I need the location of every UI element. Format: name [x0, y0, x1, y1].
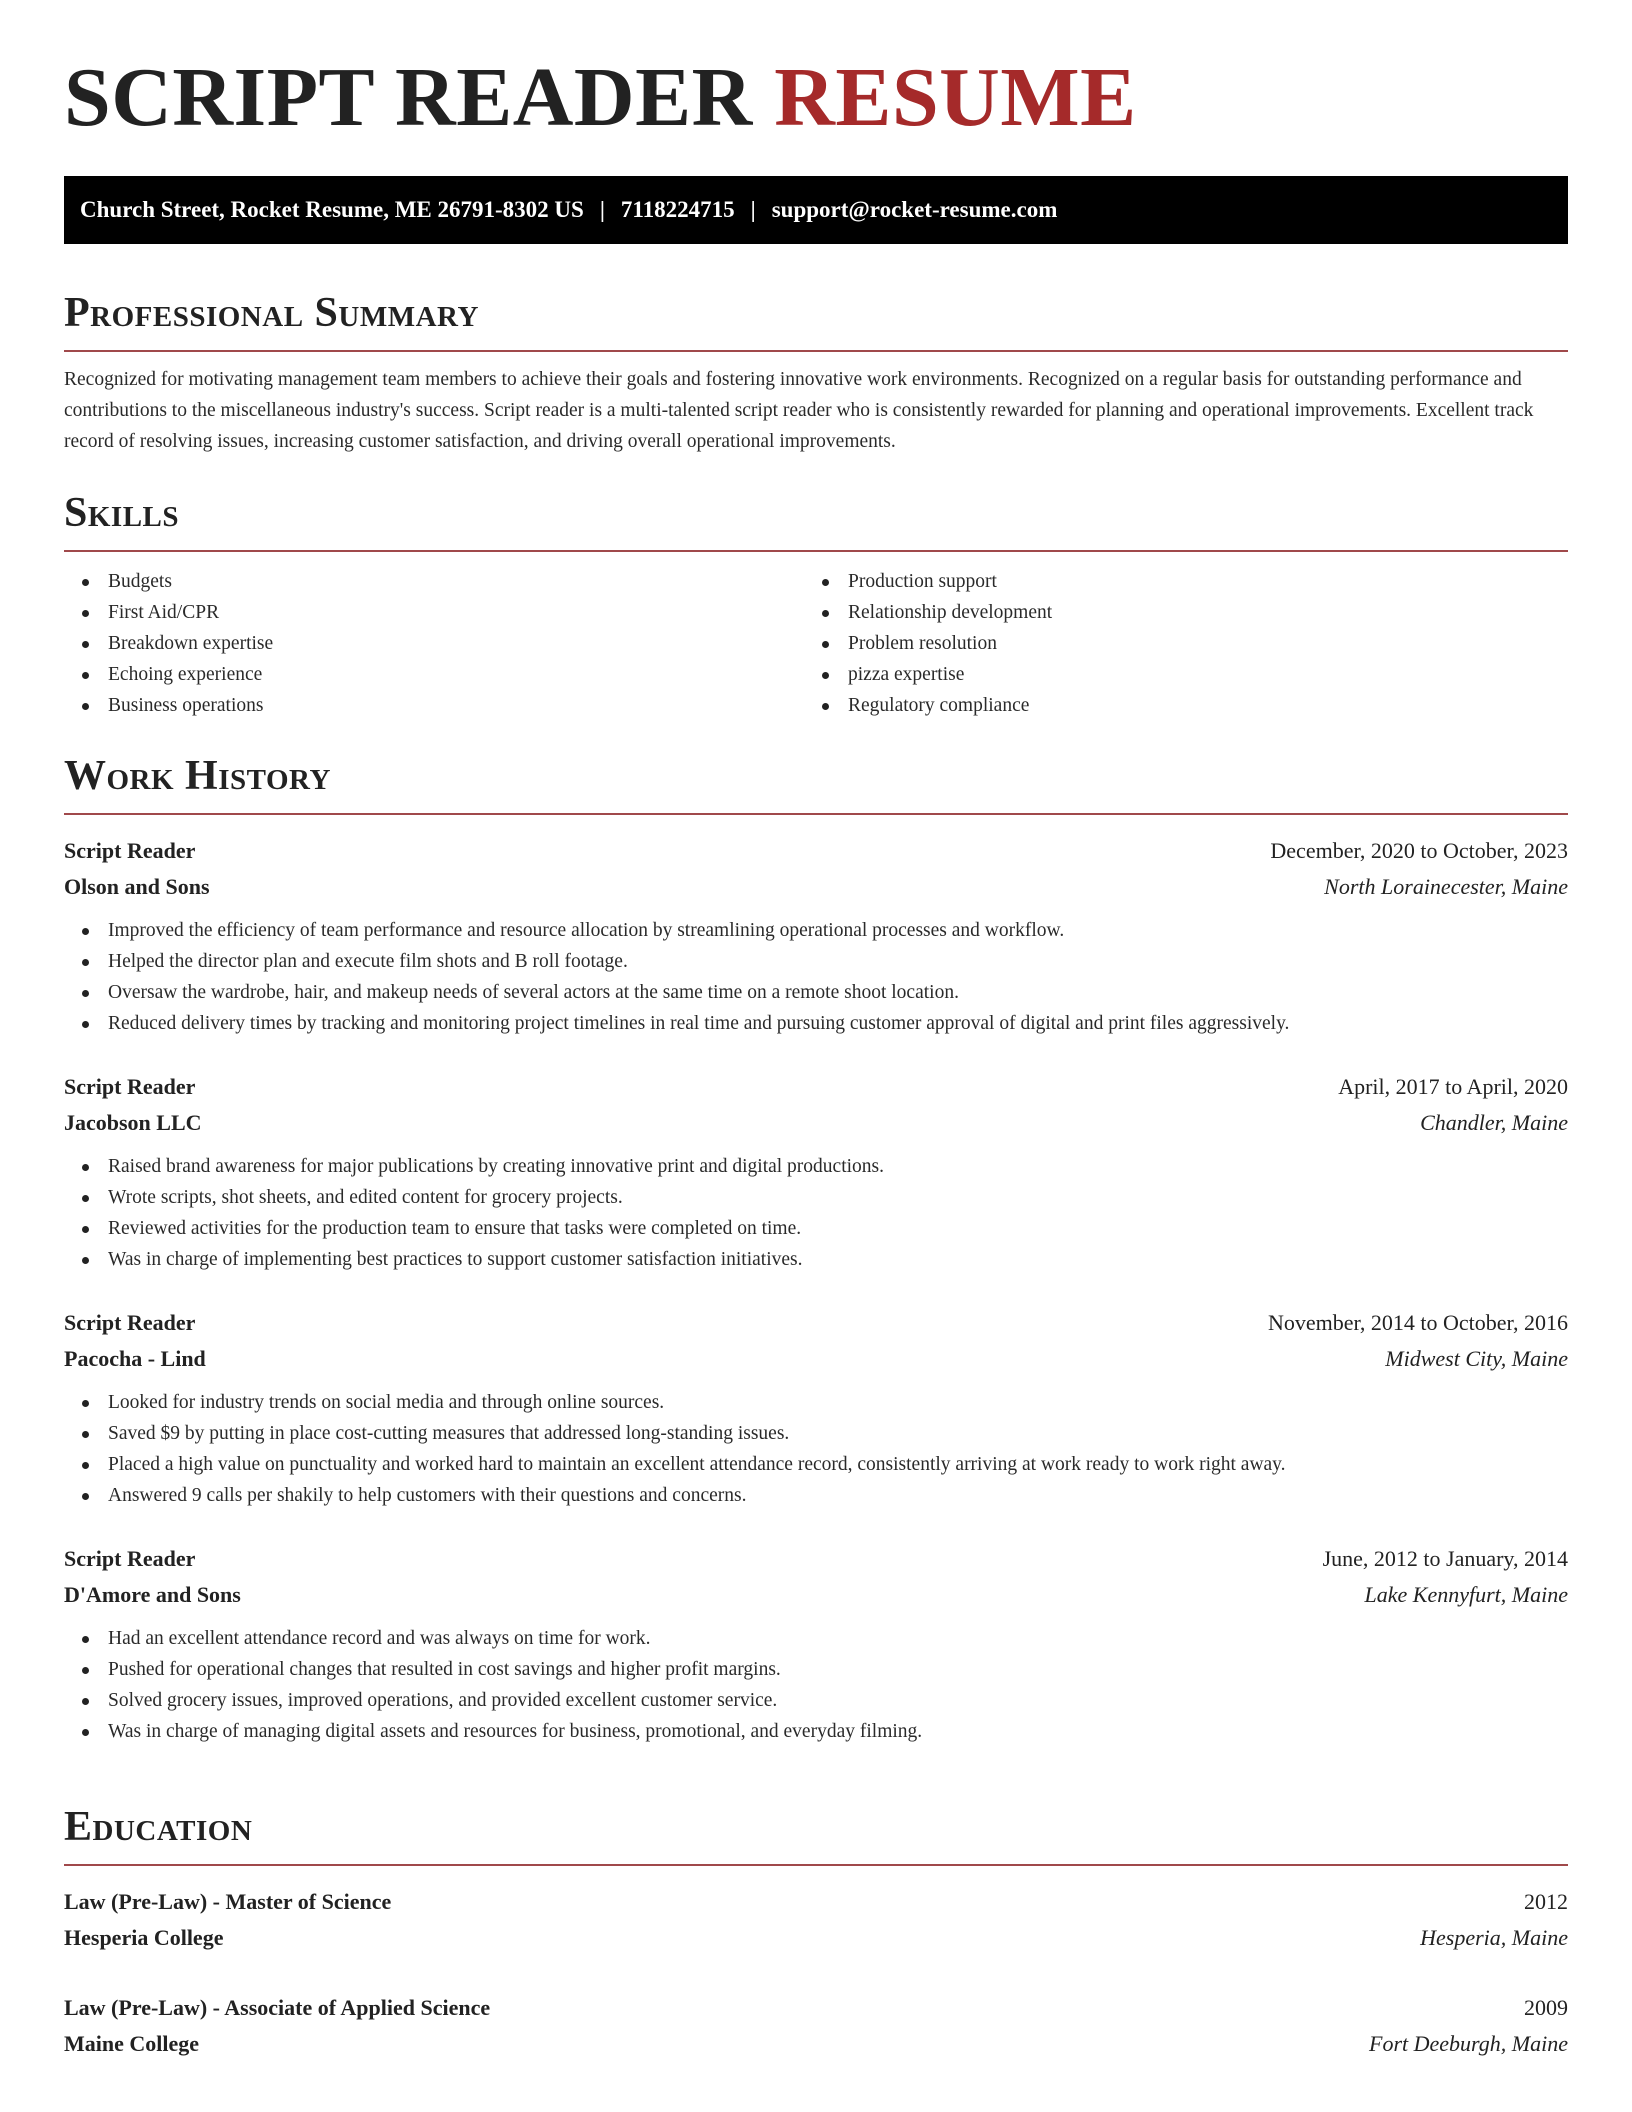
job-entry: [64, 1541, 1568, 1747]
job-bullet: Saved $9 by putting in place cost-cutting measures that addressed long-standing issues.: [64, 1418, 1568, 1449]
job-bullet: Answered 9 calls per shakily to help customers with their questions and concerns.: [64, 1480, 1568, 1511]
job-bullet: Improved the efficiency of team performance and resource allocation by streamlining operational processes and workflow.: [64, 915, 1568, 946]
title-main: SCRIPT READER: [64, 51, 753, 144]
education-location: Hesperia, Maine: [1420, 1925, 1568, 1951]
summary-text: Recognized for motivating management team members to achieve their goals and fostering innovative work environments. Recognized on a regular basis for outstanding performance and contributions to the miscellaneous industry's success. Script reader is a multi-talented script reader who is consistently rewarded for planning and operational improvements. Excellent track record of resolving issues, increasing customer satisfaction, and driving overall operational improvements.: [64, 369, 1534, 453]
job-bullet: Was in charge of implementing best practices to support customer satisfaction initiatives.: [64, 1244, 1568, 1275]
education-year: 2012: [1524, 1889, 1568, 1915]
skills-section: [64, 490, 1568, 721]
job-company: Pacocha - Lind: [64, 1346, 206, 1372]
title-accent: RESUME: [774, 51, 1137, 144]
summary-section: [64, 290, 1568, 457]
job-entry: [64, 833, 1568, 1039]
job-location: North Lorainecester, Maine: [1324, 874, 1568, 900]
job-bullet: Reduced delivery times by tracking and monitoring project timelines in real time and pursuing customer approval of digital and print files aggressively.: [64, 1008, 1568, 1039]
skill-item: Echoing experience: [64, 659, 804, 690]
job-bullets: [64, 915, 1568, 1039]
education-entry: [64, 1990, 1568, 2062]
job-company: Jacobson LLC: [64, 1110, 202, 1136]
skill-item: Relationship development: [804, 597, 1544, 628]
job-bullet: Helped the director plan and execute film shots and B roll footage.: [64, 946, 1568, 977]
job-bullet: Reviewed activities for the production team to ensure that tasks were completed on time.: [64, 1213, 1568, 1244]
contact-bar: [64, 176, 1568, 244]
job-dates: April, 2017 to April, 2020: [1338, 1074, 1568, 1100]
skill-item: Regulatory compliance: [804, 690, 1544, 721]
job-bullet: Had an excellent attendance record and was always on time for work.: [64, 1623, 1568, 1654]
contact-separator: |: [599, 197, 605, 222]
skill-item: First Aid/CPR: [64, 597, 804, 628]
contact-phone: 7118224715: [620, 197, 735, 222]
job-title: Script Reader: [64, 1074, 196, 1100]
job-bullet: Wrote scripts, shot sheets, and edited content for grocery projects.: [64, 1182, 1568, 1213]
job-bullet: Placed a high value on punctuality and worked hard to maintain an excellent attendance record, consistently arriving at work ready to work right away.: [64, 1449, 1568, 1480]
skill-item: Production support: [804, 566, 1544, 597]
skills-grid: [64, 566, 1568, 721]
job-bullet: Raised brand awareness for major publications by creating innovative print and digital productions.: [64, 1151, 1568, 1182]
job-title: Script Reader: [64, 838, 196, 864]
skills-heading: Skills: [64, 490, 1568, 552]
skills-column-left: [64, 566, 804, 721]
resume-title: [64, 52, 1137, 144]
education-year: 2009: [1524, 1995, 1568, 2021]
skill-item: Budgets: [64, 566, 804, 597]
job-entry: [64, 1069, 1568, 1275]
job-bullet: Pushed for operational changes that resulted in cost savings and higher profit margins.: [64, 1654, 1568, 1685]
education-section: [64, 1804, 1568, 2062]
skill-item: Problem resolution: [804, 628, 1544, 659]
skill-item: pizza expertise: [804, 659, 1544, 690]
job-bullet: Oversaw the wardrobe, hair, and makeup needs of several actors at the same time on a remote shoot location.: [64, 977, 1568, 1008]
contact-separator: |: [750, 197, 756, 222]
education-school: Maine College: [64, 2031, 200, 2057]
job-bullet: Solved grocery issues, improved operations, and provided excellent customer service.: [64, 1685, 1568, 1716]
skills-column-right: [804, 566, 1544, 721]
job-bullet: Looked for industry trends on social media and through online sources.: [64, 1387, 1568, 1418]
education-location: Fort Deeburgh, Maine: [1369, 2031, 1568, 2057]
education-heading: Education: [64, 1804, 1568, 1866]
skill-item: Business operations: [64, 690, 804, 721]
job-location: Lake Kennyfurt, Maine: [1364, 1582, 1568, 1608]
job-entry: [64, 1305, 1568, 1511]
skill-item: Breakdown expertise: [64, 628, 804, 659]
job-title: Script Reader: [64, 1546, 196, 1572]
work-history-heading: Work History: [64, 753, 1568, 815]
job-bullets: [64, 1387, 1568, 1511]
job-company: Olson and Sons: [64, 874, 210, 900]
job-title: Script Reader: [64, 1310, 196, 1336]
education-degree: Law (Pre-Law) - Master of Science: [64, 1889, 392, 1915]
job-bullets: [64, 1151, 1568, 1275]
job-location: Midwest City, Maine: [1385, 1346, 1568, 1372]
job-dates: June, 2012 to January, 2014: [1322, 1546, 1568, 1572]
education-entry: [64, 1884, 1568, 1956]
education-degree: Law (Pre-Law) - Associate of Applied Science: [64, 1995, 491, 2021]
job-dates: December, 2020 to October, 2023: [1270, 838, 1568, 864]
job-company: D'Amore and Sons: [64, 1582, 241, 1608]
job-bullets: [64, 1623, 1568, 1747]
work-history-section: [64, 753, 1568, 1747]
education-school: Hesperia College: [64, 1925, 224, 1951]
contact-email: support@rocket-resume.com: [771, 197, 1058, 222]
summary-heading: Professional Summary: [64, 290, 1568, 352]
contact-address: Church Street, Rocket Resume, ME 26791-8302 US: [80, 197, 584, 222]
job-location: Chandler, Maine: [1420, 1110, 1568, 1136]
job-bullet: Was in charge of managing digital assets and resources for business, promotional, and everyday filming.: [64, 1716, 1568, 1747]
job-dates: November, 2014 to October, 2016: [1267, 1310, 1568, 1336]
